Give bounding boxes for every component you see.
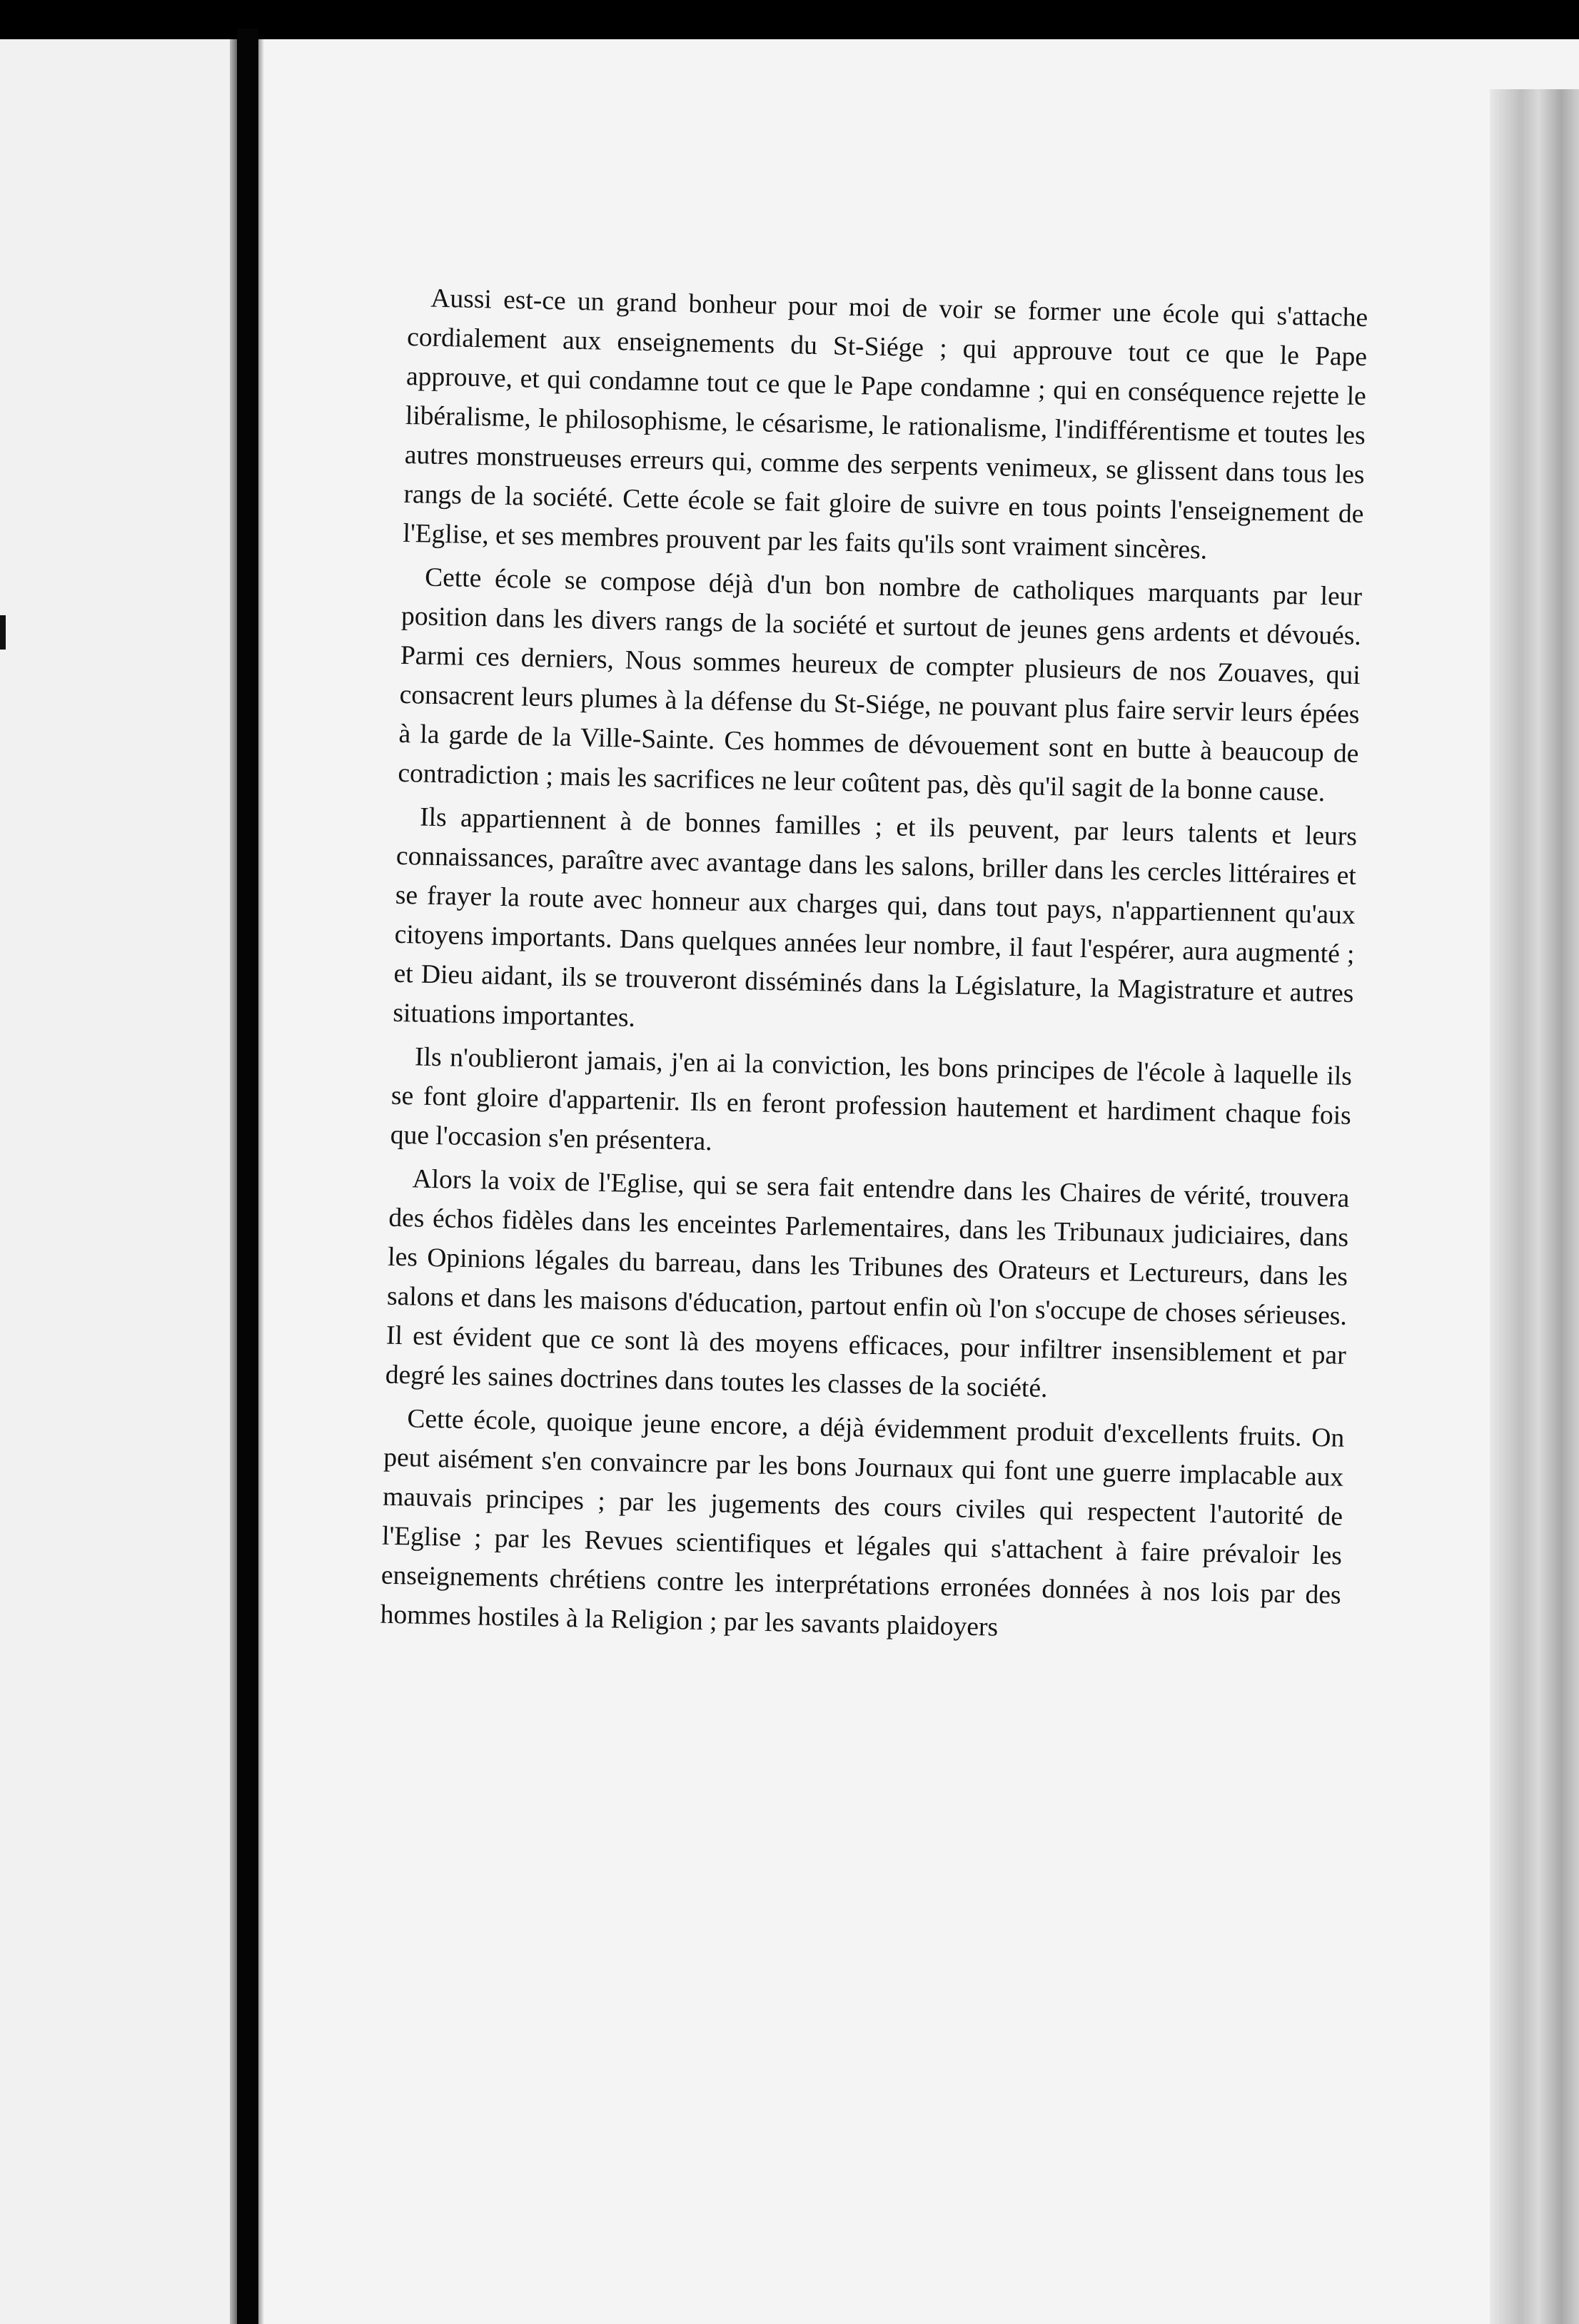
paragraph-2: Cette école se compose déjà d'un bon nombre de catholiques marquants par leur position dans les divers rangs de la société et surtout de jeunes gens ardents et dévoués. Parmi ces derniers, Nous sommes heureux de compter plusieurs de nos Zouaves, qui consacrent leurs plumes à la défense du St-Siége, ne pouvant plus faire servir leurs épées à la garde de la Ville-Sainte. Ces hommes de dévouement sont en butte à beaucoup de contradiction ; mais les sacrifices ne leur coûtent pas, dès qu'il sagit de la bonne cause. <box>398 562 1363 808</box>
body-text <box>380 278 1368 1659</box>
left-page-edge <box>230 39 237 2324</box>
left-facing-page <box>0 39 237 2324</box>
left-margin-mark <box>0 615 6 650</box>
book-gutter <box>237 29 258 2324</box>
document-page <box>258 39 1579 2324</box>
paragraph-1: Aussi est-ce un grand bonheur pour moi de voir se former une école qui s'attache cordialement aux enseignements du St-Siége ; qui approuve tout ce que le Pape approuve, et qui condamne tout ce que le Pape condamne ; qui en conséquence rejette le libéralisme, le philosophisme, le césarisme, le rationalisme, l'indifférentisme et toutes les autres monstrueuses erreurs qui, comme des serpents venimeux, se glissent dans tous les rangs de la société. Cette école se fait gloire de suivre en tous points l'enseignement de l'Eglise, et ses membres prouvent par les faits qu'ils sont vraiment sincères. <box>403 283 1368 565</box>
paragraph-3: Ils appartiennent à de bonnes familles ; et ils peuvent, par leurs talents et leurs connaissances, paraître avec avantage dans les salons, briller dans les cercles littéraires et se frayer la route avec honneur aux charges qui, dans tout pays, n'appartiennent qu'aux citoyens importants. Dans quelques années leur nombre, il faut l'espérer, aura augmenté ; et Dieu aidant, ils se trouveront disséminés dans la Législature, la Magistrature et autres situations importantes. <box>393 802 1358 1033</box>
paragraph-6: Cette école, quoique jeune encore, a déjà évidemment produit d'excellents fruits. On peut aisément s'en convaincre par les bons Journaux qui font une guerre implacable aux mauvais principes ; par les jugements des cours civiles qui respectent l'autorité de l'Eglise ; par les Revues scientifiques et légales qui s'attachent à faire prévaloir les enseignements chrétiens contre les interprétations erronées données à nos lois par des hommes hostiles à la Religion ; par les savants plaidoyers <box>380 1404 1345 1642</box>
page-stack-edge <box>1490 89 1579 2324</box>
page-inner-shadow <box>258 39 264 2324</box>
paragraph-4: Ils n'oublieront jamais, j'en ai la conviction, les bons principes de l'école à laquelle ils se font gloire d'appartenir. Ils en feront profession hautement et hardiment chaque fois que l'occasion s'en présentera. <box>390 1042 1353 1157</box>
paragraph-5: Alors la voix de l'Eglise, qui se sera fait entendre dans les Chaires de vérité, trouvera des échos fidèles dans les enceintes Parlementaires, dans les Tribunaux judiciaires, dans les Opinions légales du barreau, dans les Tribunes des Orateurs et Lectureurs, dans les salons et dans les maisons d'éducation, partout enfin où l'on s'occupe de choses sérieuses. Il est évident que ce sont là des moyens efficaces, pour infiltrer insensiblement et par degré les saines doctrines dans toutes les classes de la société. <box>385 1164 1350 1404</box>
